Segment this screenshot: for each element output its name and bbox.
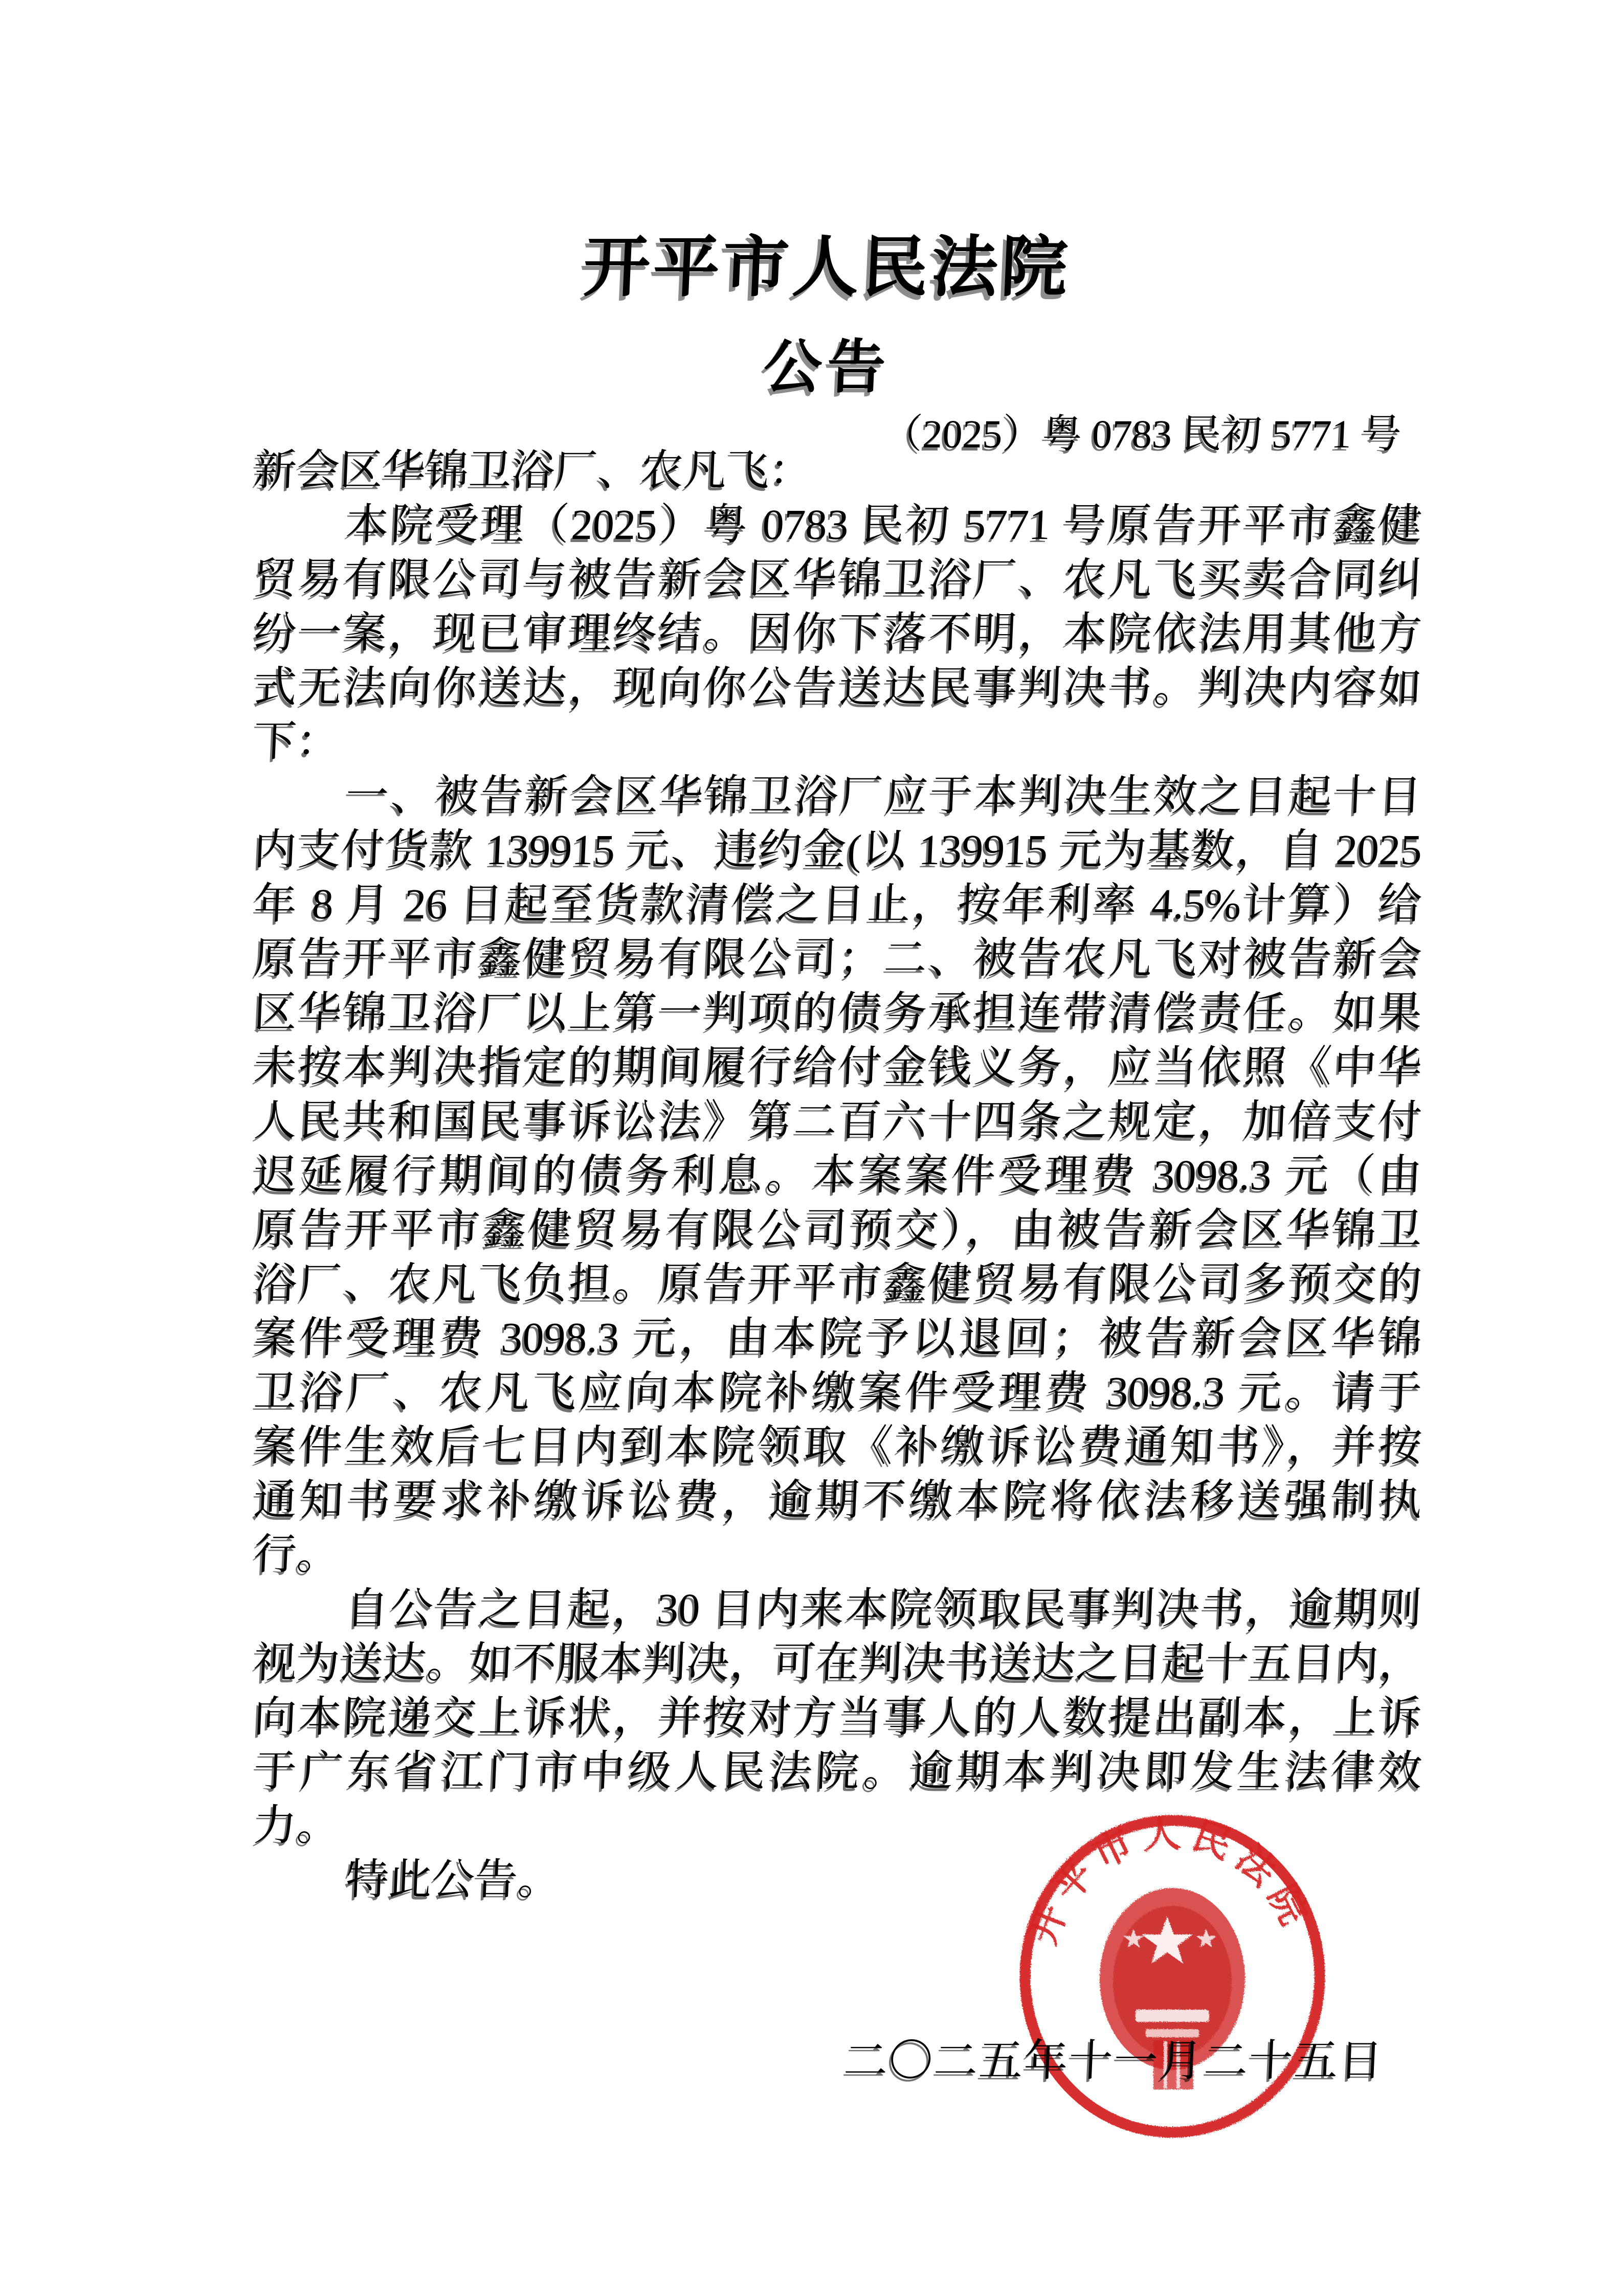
body-line: 浴厂、农凡飞负担。原告开平市鑫健贸易有限公司多预交的: [252, 1260, 1423, 1308]
case-number: （2025）粤 0783 民初 5771 号: [881, 412, 1403, 456]
court-seal: [1015, 1810, 1330, 2143]
body-line: 向本院递交上诉状，并按对方当事人的人数提出副本，上诉: [252, 1694, 1423, 1741]
body-line: 自公告之日起，30 日内来本院领取民事判决书，逾期则: [344, 1585, 1423, 1633]
body-line: 纷一案，现已审理终结。因你下落不明，本院依法用其他方: [252, 610, 1423, 657]
body-line: 迟延履行期间的债务利息。本案案件受理费 3098.3 元（由: [252, 1152, 1423, 1199]
body-line: 通知书要求补缴诉讼费，逾期不缴本院将依法移送强制执: [252, 1477, 1423, 1524]
body-line: 原告开平市鑫健贸易有限公司预交），由被告新会区华锦卫: [252, 1206, 1423, 1253]
body-line: 原告开平市鑫健贸易有限公司；二、被告农凡飞对被告新会: [252, 935, 1423, 982]
body-line: 式无法向你送达，现向你公告送达民事判决书。判决内容如: [252, 664, 1423, 711]
document-date: 二〇二五年十一月二十五日: [842, 2036, 1385, 2085]
body-line: 未按本判决指定的期间履行给付金钱义务，应当依照《中华: [252, 1043, 1423, 1091]
body-line: 人民共和国民事诉讼法》第二百六十四条之规定，加倍支付: [252, 1097, 1423, 1145]
body-line: 区华锦卫浴厂以上第一判项的债务承担连带清偿责任。如果: [252, 989, 1423, 1037]
body-line: 内支付货款 139915 元、违约金(以 139915 元为基数，自 2025: [252, 826, 1423, 874]
body-line: 于广东省江门市中级人民法院。逾期本判决即发生法律效: [252, 1748, 1423, 1795]
body-line: 贸易有限公司与被告新会区华锦卫浴厂、农凡飞买卖合同纠: [252, 555, 1423, 603]
body-line: 特此公告。: [344, 1856, 562, 1904]
doc-type-title: 公告: [762, 335, 892, 400]
body-line: 下：: [252, 718, 341, 766]
body-line: 力。: [252, 1802, 341, 1850]
body-line: 视为送达。如不服本判决，可在判决书送达之日起十五日内，: [252, 1639, 1423, 1687]
body-line: 新会区华锦卫浴厂、农凡飞：: [252, 447, 814, 494]
court-title: 开平市人民法院: [582, 231, 1073, 305]
body-line: 卫浴厂、农凡飞应向本院补缴案件受理费 3098.3 元。请于: [252, 1368, 1423, 1416]
body-line: 行。: [252, 1531, 341, 1579]
body-line: 一、被告新会区华锦卫浴厂应于本判决生效之日起十日: [344, 772, 1423, 820]
body-line: 年 8 月 26 日起至货款清偿之日止，按年利率 4.5%计算）给: [252, 881, 1423, 928]
seal-arc-text: 开平市人民法院: [1022, 1812, 1319, 1950]
emblem-band: [1136, 2010, 1209, 2022]
body-lines: [254, 444, 1422, 1907]
body-line: 案件受理费 3098.3 元，由本院予以退回；被告新会区华锦: [252, 1314, 1423, 1362]
body-line: 案件生效后七日内到本院领取《补缴诉讼费通知书》，并按: [252, 1423, 1423, 1470]
body-line: 本院受理（2025）粤 0783 民初 5771 号原告开平市鑫健: [344, 501, 1423, 549]
